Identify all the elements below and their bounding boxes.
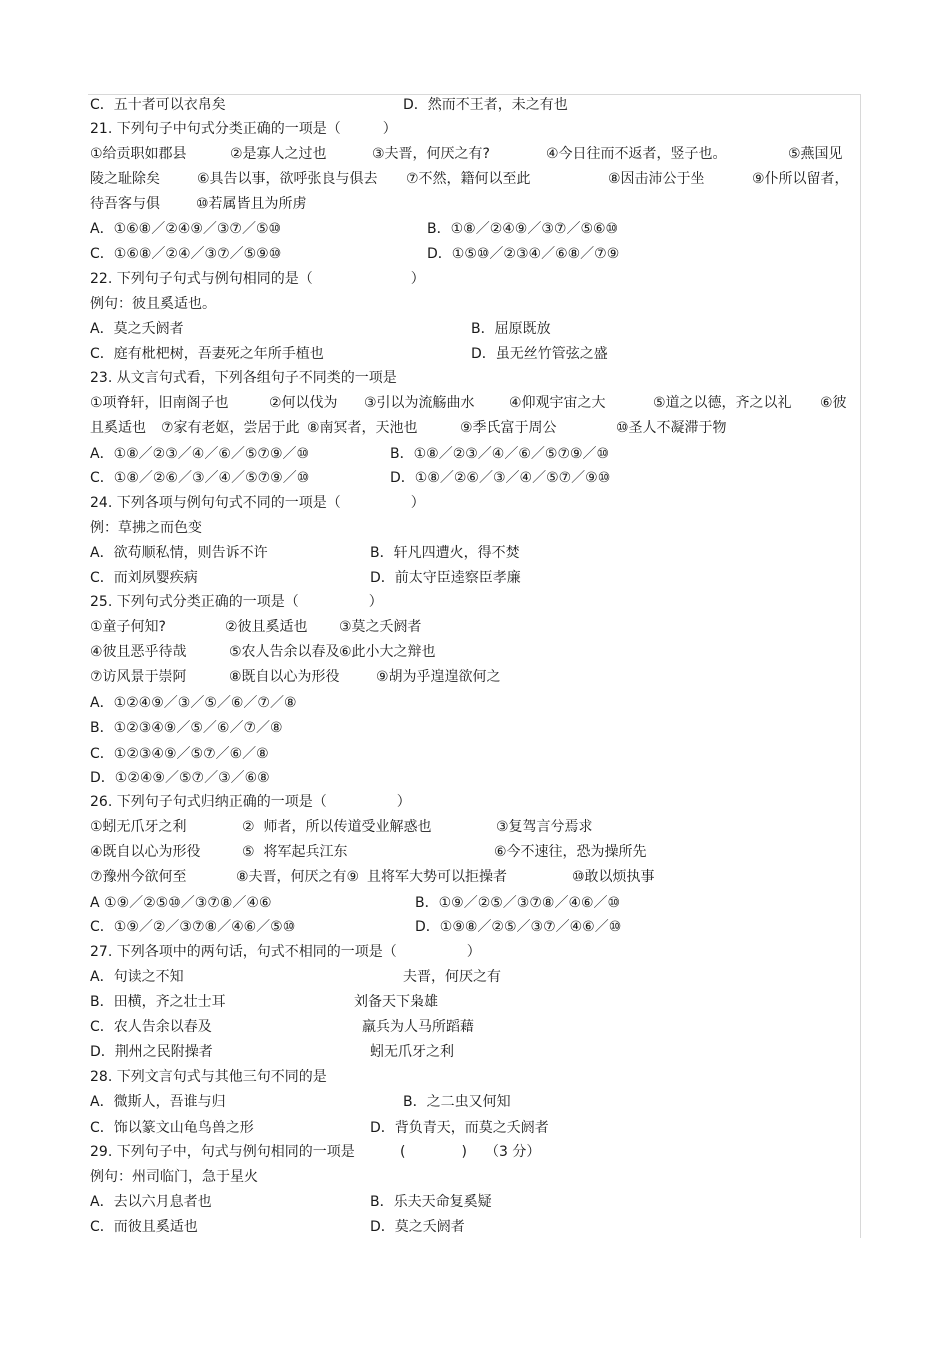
- text-segment: 陵之耻除矣: [90, 171, 160, 187]
- text-segment: ④今日往而不返者，竖子也。: [546, 146, 727, 162]
- text-segment: ⑤ 将军起兵江东: [242, 844, 348, 860]
- text-segment: A．①⑥⑧／②④⑨／③⑦／⑤⑩: [90, 221, 282, 237]
- text-segment: 26. 下列句子句式归纳正确的一项是（ ）: [90, 794, 411, 810]
- text-segment: 羸兵为人马所蹈藉: [362, 1019, 474, 1035]
- text-segment: C．①⑨／②／③⑦⑧／④⑥／⑤⑩: [90, 919, 296, 935]
- text-segment: 且将军大势可以拒操者: [367, 869, 507, 885]
- text-segment: B．屈原既放: [471, 321, 551, 337]
- text-segment: A．①⑧／②③／④／⑥／⑤⑦⑨／⑩: [90, 446, 310, 462]
- text-segment: ②彼且奚适也: [225, 619, 308, 635]
- text-segment: ( ): [400, 1144, 467, 1160]
- text-segment: ⑤农人告余以春及: [229, 644, 340, 660]
- text-segment: 例句：州司临门，急于星火: [90, 1169, 258, 1185]
- text-segment: C．饰以篆文山龟鸟兽之形: [90, 1120, 254, 1136]
- text-segment: ③复驾言兮焉求: [496, 819, 593, 835]
- text-segment: 例：草拂之而色变: [90, 520, 202, 536]
- text-segment: ⑩圣人不凝滞于物: [616, 420, 727, 436]
- text-segment: A．句读之不知: [90, 969, 184, 985]
- text-segment: 23. 从文言句式看，下列各组句子不同类的一项是: [90, 370, 397, 386]
- text-segment: ②何以伐为: [269, 395, 338, 411]
- text-segment: B．①⑧／②③／④／⑥／⑤⑦⑨／⑩: [390, 446, 610, 462]
- text-segment: 待吾客与俱: [90, 196, 160, 212]
- text-segment: 且奚适也: [90, 420, 146, 436]
- text-segment: A．欲苟顺私情，则告诉不许: [90, 545, 268, 561]
- text-segment: B．田横，齐之壮士耳: [90, 994, 226, 1010]
- text-segment: ①项脊轩，旧南阁子也: [90, 395, 229, 411]
- text-segment: D．荆州之民附操者: [90, 1044, 213, 1060]
- text-segment: A．莫之夭阏者: [90, 321, 184, 337]
- text-segment: A ①⑨／②⑤⑩／③⑦⑧／④⑥: [90, 895, 272, 911]
- text-segment: ②是寡人之过也: [230, 146, 327, 162]
- text-segment: C．而彼且奚适也: [90, 1219, 198, 1235]
- text-segment: A．去以六月息者也: [90, 1194, 212, 1210]
- text-segment: B．①⑨／②⑤／③⑦⑧／④⑥／⑩: [415, 895, 621, 911]
- text-segment: 27. 下列各项中的两句话，句式不相同的一项是（ ）: [90, 944, 481, 960]
- text-segment: 24. 下列各项与例句句式不同的一项是（ ）: [90, 495, 425, 511]
- text-segment: ⑥彼: [820, 395, 847, 411]
- text-segment: B．轩凡四遭火，得不焚: [370, 545, 520, 561]
- text-segment: B．乐夫天命复奚疑: [370, 1194, 492, 1210]
- text-segment: ⑦不然，籍何以至此: [406, 171, 531, 187]
- text-segment: 25. 下列句式分类正确的一项是（ ）: [90, 594, 383, 610]
- text-segment: ③莫之夭阏者: [339, 619, 422, 635]
- text-segment: D．背负青天，而莫之夭阏者: [370, 1120, 549, 1136]
- text-segment: ③引以为流觞曲水: [364, 395, 475, 411]
- text-segment: C．庭有枇杷树，吾妻死之年所手植也: [90, 346, 324, 362]
- text-segment: 21. 下列句子中句式分类正确的一项是（ ）: [90, 121, 397, 137]
- text-segment: C．农人告余以春及: [90, 1019, 212, 1035]
- text-segment: ⑤燕国见: [788, 146, 843, 162]
- text-segment: D．①②④⑨／⑤⑦／③／⑥⑧: [90, 770, 270, 786]
- text-segment: ③夫晋，何厌之有?: [372, 146, 490, 162]
- text-segment: C．①⑥⑧／②④／③⑦／⑤⑨⑩: [90, 246, 282, 262]
- text-segment: ⑨胡为乎遑遑欲何之: [376, 669, 501, 685]
- text-segment: ④仰观宇宙之大: [509, 395, 606, 411]
- text-segment: A．微斯人，吾谁与归: [90, 1094, 226, 1110]
- text-segment: ② 师者，所以传道受业解惑也: [242, 819, 432, 835]
- text-segment: A．①②④⑨／③／⑤／⑥／⑦／⑧: [90, 695, 297, 711]
- text-segment: ⑤道之以德，齐之以礼: [653, 395, 792, 411]
- text-segment: D．虽无丝竹管弦之盛: [471, 346, 608, 362]
- text-segment: ⑦访风景于崇阿: [90, 669, 187, 685]
- text-segment: D．莫之夭阏者: [370, 1219, 465, 1235]
- text-segment: ⑧既自以心为形役: [229, 669, 340, 685]
- text-segment: D．①⑧／②⑥／③／④／⑤⑦／⑨⑩: [390, 470, 611, 486]
- text-segment: （3 分）: [485, 1144, 541, 1160]
- text-segment: ⑨季氏富于周公: [460, 420, 557, 436]
- text-segment: 蚓无爪牙之利: [370, 1044, 454, 1060]
- text-segment: ⑩敢以烦执事: [572, 869, 655, 885]
- text-segment: B．之二虫又何知: [403, 1094, 511, 1110]
- text-segment: C．①②③④⑨／⑤⑦／⑥／⑧: [90, 746, 269, 762]
- text-segment: ④彼且恶乎待哉: [90, 644, 187, 660]
- text-segment: ⑦豫州今欲何至: [90, 869, 187, 885]
- text-segment: 刘备天下枭雄: [354, 994, 438, 1010]
- text-segment: 22. 下列句子句式与例句相同的是（ ）: [90, 271, 425, 287]
- text-segment: ⑥今不速往，恐为操所先: [494, 844, 647, 860]
- text-segment: ①蚓无爪牙之利: [90, 819, 187, 835]
- text-segment: D．①⑤⑩／②③④／⑥⑧／⑦⑨: [427, 246, 620, 262]
- text-segment: B．①②③④⑨／⑤／⑥／⑦／⑧: [90, 720, 283, 736]
- text-segment: B．①⑧／②④⑨／③⑦／⑤⑥⑩: [427, 221, 619, 237]
- text-segment: ⑧南冥者，天池也: [307, 420, 418, 436]
- text-segment: 28. 下列文言句式与其他三句不同的是: [90, 1069, 327, 1085]
- page-frame: [88, 94, 861, 1238]
- text-segment: ⑥具告以事，欲呼张良与俱去: [197, 171, 378, 187]
- text-segment: 夫晋，何厌之有: [403, 969, 501, 985]
- text-segment: ⑥此小大之辩也: [339, 644, 436, 660]
- text-segment: ⑨仆所以留者，: [752, 171, 849, 187]
- text-segment: D．然而不王者，未之有也: [403, 97, 568, 113]
- text-segment: C．而刘夙婴疾病: [90, 570, 198, 586]
- text-segment: 例句：彼且奚适也。: [90, 296, 216, 312]
- text-segment: ⑦家有老妪，尝居于此: [161, 420, 300, 436]
- text-segment: 29. 下列句子中，句式与例句相同的一项是: [90, 1144, 355, 1160]
- text-segment: C．五十者可以衣帛矣: [90, 97, 226, 113]
- text-segment: D．前太守臣逵察臣孝廉: [370, 570, 521, 586]
- text-segment: ①童子何知?: [90, 619, 166, 635]
- text-segment: ⑧夫晋，何厌之有⑨: [236, 869, 360, 885]
- text-segment: ④既自以心为形役: [90, 844, 201, 860]
- text-segment: C．①⑧／②⑥／③／④／⑤⑦⑨／⑩: [90, 470, 310, 486]
- text-segment: ⑩若属皆且为所虏: [196, 196, 307, 212]
- text-segment: ①给贡职如郡县: [90, 146, 187, 162]
- text-segment: D．①⑨⑧／②⑤／③⑦／④⑥／⑩: [415, 919, 622, 935]
- text-segment: ⑧因击沛公于坐: [608, 171, 705, 187]
